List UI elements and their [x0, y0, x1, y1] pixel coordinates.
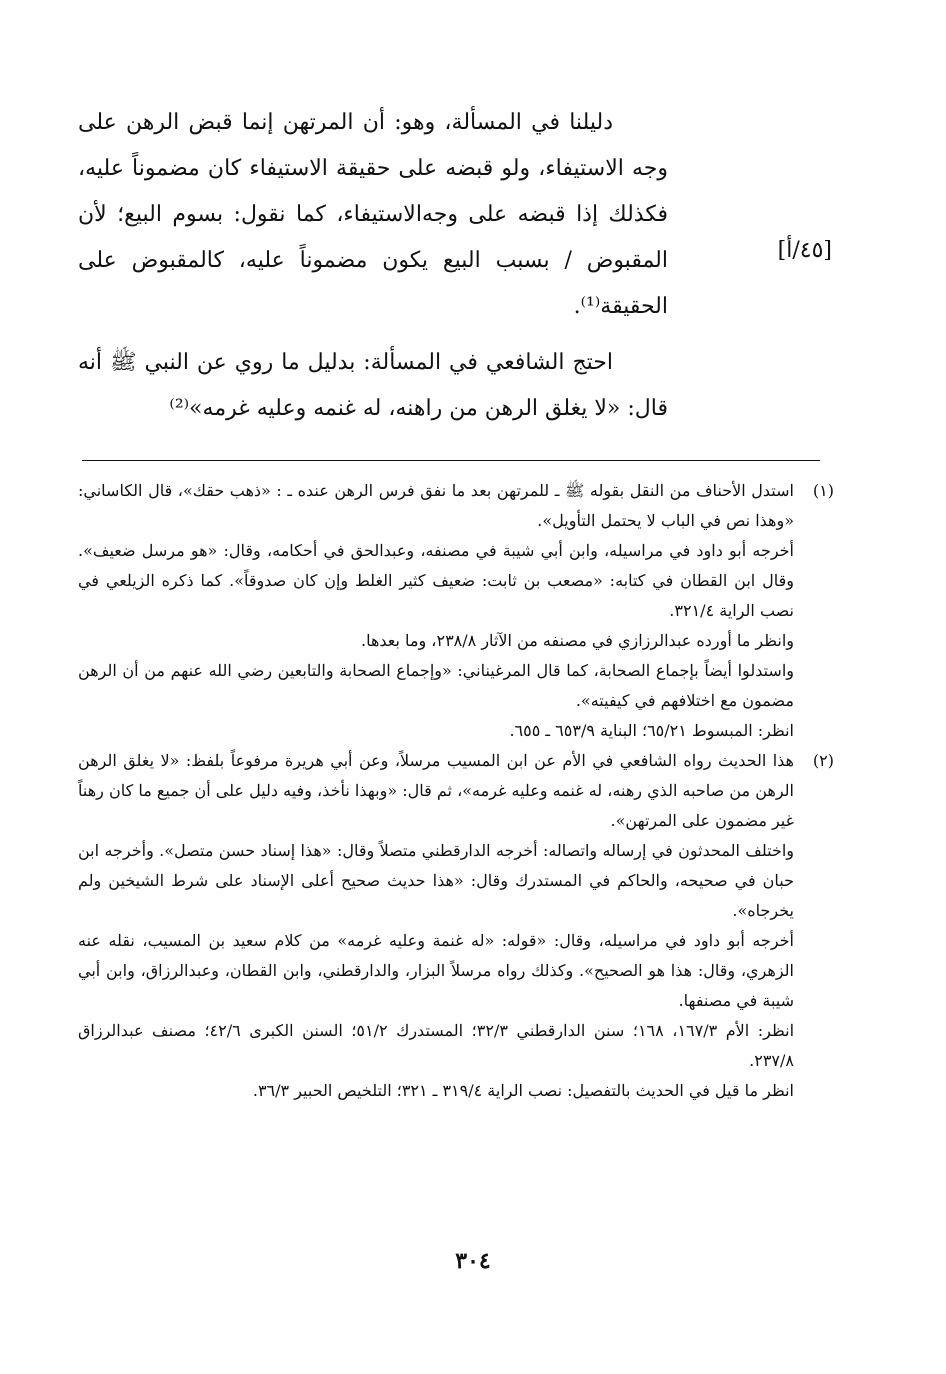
main-text — [78, 100, 668, 432]
footnote-line: وانظر ما أورده عبدالرزازي في مصنفه من الآثار ٢٣٨/٨، وما بعدها. — [360, 631, 794, 650]
footnote-line: واستدلوا أيضاً بإجماع الصحابة، كما قال المرغيناني: «وإجماع الصحابة والتابعين رضي الله عنهم من أن الرهن مضمون مع اختلافهم في كيفيته». — [78, 661, 794, 710]
footnote-number: (٢) — [812, 751, 834, 770]
footnote-line: هذا الحديث رواه الشافعي في الأم عن ابن المسيب مرسلاً، وعن أبي هريرة مرفوعاً بلفظ: «لا يغلق الرهن الرهن من صاحبه الذي رهنه، له غنمه وعليه غرمه»، ثم قال: «وبهذا نأخذ، وفيه دليل على أن جميع ما كان رهناً غير مضمون على المرتهن». — [78, 751, 794, 830]
footnote-number: (١) — [812, 481, 834, 500]
footnote-line: انظر ما قيل في الحديث بالتفصيل: نصب الراية ٣١٩/٤ ـ ٣٢١؛ التلخيص الحبير ٣٦/٣. — [252, 1081, 794, 1100]
footnote-line: انظر: الأم ١٦٧/٣، ١٦٨؛ سنن الدارقطني ٣٢/٣؛ المستدرك ٥١/٢؛ السنن الكبرى ٤٢/٦؛ مصنف عبدالرزاق ٢٣٧/٨. — [78, 1021, 795, 1070]
main-paragraph: احتج الشافعي في المسألة: بدليل ما روي عن النبي ﷺ أنه قال: «لا يغلق الرهن من راهنه، له غنمه وعليه غرمه»⁽²⁾ — [78, 350, 668, 421]
footnote-line: استدل الأحناف من النقل بقوله ﷺ ـ للمرتهن بعد ما نفق فرس الرهن عنده ـ : «ذهب حقك»، قال الكاساني: «وهذا نص في الباب لا يحتمل التأويل». — [78, 481, 794, 530]
footnote-body — [78, 476, 794, 746]
page-number: ٣٠٤ — [455, 1248, 491, 1274]
footnotes — [78, 476, 834, 1106]
footnote-body — [78, 746, 794, 1106]
footnote — [78, 746, 834, 1106]
footnote-divider — [82, 460, 820, 461]
footnote-line: أخرجه أبو داود في مراسيله، وابن أبي شيبة في مصنفه، وعبدالحق في أحكامه، وقال: «هو مرسل ضعيف». وقال ابن القطان في كتابه: «مصعب بن ثابت: ضعيف كثير الغلط وإن كان صدوقاً». كما ذكره الزيلعي في نصب الراية ٣٢١/٤. — [78, 541, 794, 620]
main-paragraph: دليلنا في المسألة، وهو: أن المرتهن إنما قبض الرهن على وجه الاستيفاء، ولو قبضه على حقيقة الاستيفاء كان مضموناً عليه، فكذلك إذا قبضه على وجه‌الاستيفاء، كما نقول: بسوم البيع؛ لأن المقبوض / بسبب البيع يكون مضموناً عليه، كالمقبوض على الحقيقة⁽¹⁾. — [78, 110, 668, 319]
footnote — [78, 476, 834, 746]
footnote-line: أخرجه أبو داود في مراسيله، وقال: «قوله: «له غنمة وعليه غرمه» من كلام سعيد بن المسيب، نقله عنه الزهري، وقال: هذا هو الصحيح». وكذلك رواه مرسلاً البزار، والدارقطني، وابن القطان، وعبدالرزاق، وابن أبي شيبة في مصنفها. — [78, 931, 794, 1010]
margin-folio-reference: [٤٥/أ] — [777, 238, 832, 263]
footnote-line: انظر: المبسوط ٦٥/٢١؛ البناية ٦٥٣/٩ ـ ٦٥٥. — [509, 721, 794, 740]
footnote-line: واختلف المحدثون في إرساله واتصاله: أخرجه الدارقطني متصلاً وقال: «هذا إسناد حسن متصل». وأخرجه ابن حبان في صحيحه، والحاكم في المستدرك وقال: «هذا حديث صحيح أعلى الإسناد على شرط الشيخين ولم يخرجاه». — [78, 841, 794, 920]
